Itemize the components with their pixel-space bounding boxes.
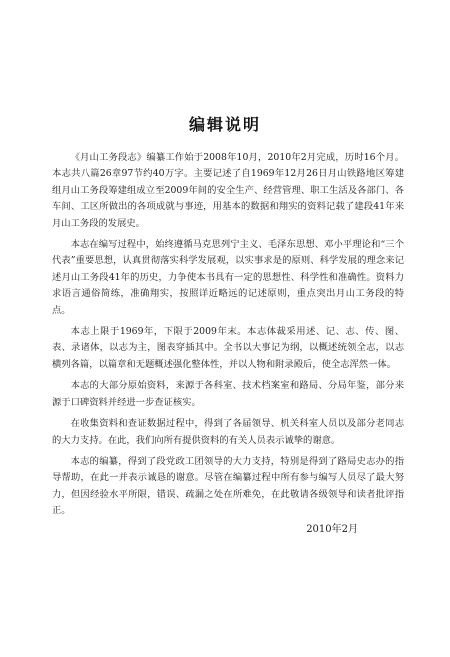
paragraph-acknowledgement-staff: 在收集资料和查证数据过程中，得到了各届领导、机关科室人员以及部分老同志的大力支持。在此，我们向所有提供资料的有关人员表示诚挚的谢意。 <box>52 418 404 446</box>
signature-date: 2010年2月 <box>306 524 358 535</box>
paragraph-guiding-principles: 本志在编写过程中，始终遵循马克思列宁主义、毛泽东思想、邓小平理论和“三个代表”重要思想，认真贯彻落实科学发展观，以实事求是的原则、科学发展的理念来记述月山工务段41年的历史，力争使本书具有一定的思想性、科学性和准确性。资料力求语言通俗简练，准确翔实，按照详近略远的记述原则，重点突出月山工务段的特点。 <box>52 239 404 316</box>
document-body <box>52 150 404 525</box>
paragraph-acknowledgement-leadership: 本志的编纂，得到了段党政工团领导的大力支持，特别是得到了路局史志办的指导帮助，在此一并表示诚恳的谢意。尽管在编纂过程中所有参与编写人员尽了最大努力，但因经验水平所限，错误、疏漏之处在所难免，在此敬请各级领导和读者批评指正。 <box>52 455 404 517</box>
page-title: 编辑说明 <box>188 115 261 134</box>
paragraph-sources: 本志的大部分原始资料，来源于各科室、技术档案室和路局、分局年鉴，部分来源于口碑资料并经进一步查证核实。 <box>52 380 404 408</box>
paragraph-time-scope: 本志上限于1969年，下限于2009年末。本志体裁采用述、记、志、传、图、表、录诸体，以志为主，图表穿插其中。全书以大事记为纲，以概述统领全志，以志横列各篇，以篇章和无题概述强化整体性，并以人物和附录殿后，使全志浑然一体。 <box>52 326 404 370</box>
paragraph-overview: 《月山工务段志》编纂工作始于2008年10月，2010年2月完成，历时16个月。本志共八篇26章97节约40万字。主要记述了自1969年12月26日月山铁路地区筹建组月山工务段筹建组成立至2009年间的安全生产、经营管理、职工生活及各部门、各车间、工区所做出的各项成就与事迹，用基本的数据和翔实的资料记载了建段41年来月山工务段的发展史。 <box>52 152 404 229</box>
